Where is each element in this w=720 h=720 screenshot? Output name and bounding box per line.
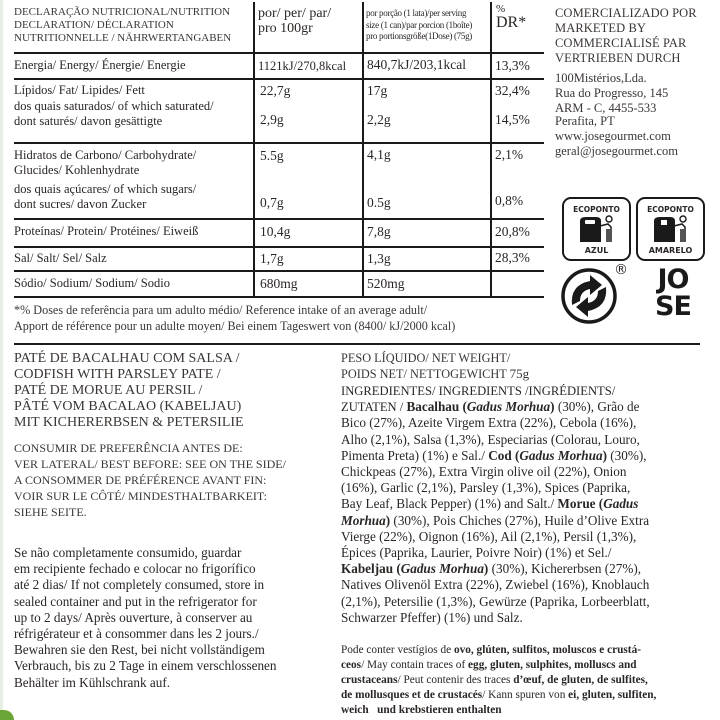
marketer-line: COMMERCIALISÉ PAR [555, 36, 687, 50]
brand-logo-text: SE [655, 291, 691, 322]
jose-brand-logo [651, 266, 695, 320]
company-name: 100Mistérios,Lda. [555, 71, 647, 85]
value-serving-sugars: 0.5g [367, 195, 391, 210]
value-per100-carbohydrate: 5.5g [260, 148, 284, 163]
value-per100-protein: 10,4g [260, 224, 291, 239]
storage-line: réfrigérateur et à consommer dans les 2 jours./ [14, 626, 259, 642]
marketer-line: COMERCIALIZADO POR [555, 6, 697, 20]
value-dr-protein: 20,8% [495, 224, 530, 239]
value-serving-energy: 840,7kJ/203,1kcal [367, 57, 466, 72]
brand-logo-text: JO [657, 264, 689, 295]
header-line: % [496, 3, 506, 15]
header-line: pro portionsgröße(1Dose) (75g) [366, 31, 472, 41]
net-weight-value: 75g [509, 366, 530, 381]
allergen-text: / May contain traces of [361, 659, 469, 671]
row-label-sodium: Sódio/ Sodium/ Sodium/ Sodio [14, 276, 170, 290]
section-divider [340, 343, 700, 345]
allergen-bold: d’œuf, de gluten, de sulfites, [513, 674, 648, 686]
ingredient-latin: Morhua [341, 512, 386, 528]
ingredient-text: Épices (Paprika, Laurier, Poivre Noir) (1%) et Sel./ [341, 545, 612, 561]
ingredient-text: (30%), Kichererbsen (27%), [488, 561, 642, 577]
label-line: Hidratos de Carbono/ Carbohydrate/ [14, 148, 197, 162]
row-label-salt: Sal/ Salt/ Sel/ Salz [14, 251, 107, 265]
allergen-bold: ovo, glúten, sulfitos, moluscos e crustá- [453, 644, 641, 656]
recycling-bin-icon [652, 215, 690, 243]
table-rule [14, 296, 544, 298]
label-line: dos quais açúcares/ of which sugars/ [14, 182, 197, 196]
storage-line: Verbrauch, bis zu 2 Tage in einem verschlossenen [14, 658, 277, 674]
ingredient-text: Alho (2,1%), Salsa (1,3%), Especiarias (Colorau, Louro, [341, 431, 640, 447]
table-rule [14, 142, 544, 144]
ingredients-list [341, 383, 650, 626]
ingredient-text: (30%), Pois Chiches (27%), Huile d’Olive Extra [390, 512, 650, 528]
label-line: dont saturés/ davon gesättigte [14, 114, 163, 128]
storage-line: up to 2 days/ Après ouverture, à conserver au [14, 609, 253, 625]
value-per100-energy: 1121kJ/270,8kcal [258, 59, 347, 73]
row-label-carbohydrate [14, 148, 196, 178]
reference-intake-footnote [14, 302, 455, 334]
ingredient-main: Kabeljau ( [341, 561, 401, 577]
ingredient-text: (30%), Grão de [554, 399, 640, 415]
ingredient-main: ) [550, 399, 555, 415]
value-serving-saturated: 2,2g [367, 112, 391, 127]
ingredient-text: (2,1%), Petersilie (1,3%), Gewürze (Paprika, Lorbeerblatt, [341, 593, 650, 609]
allergen-bold: de mollusques et de crustacés [341, 689, 483, 701]
ingredients-heading: INGREDIENTES/ INGREDIENTS /INGRÉDIENTS/ [341, 384, 616, 398]
allergen-bold: ceos [341, 659, 362, 671]
product-name [14, 351, 244, 431]
product-name-line: CODFISH WITH PARSLEY PATE / [14, 367, 221, 382]
row-label-sugars [14, 182, 196, 212]
value-dr-saturated: 14,5% [495, 112, 530, 127]
dr-header [496, 4, 526, 31]
label-line: dont sucres/ davon Zucker [14, 197, 147, 211]
allergen-text: / Peut contenir des traces [397, 674, 514, 686]
row-label-protein: Proteínas/ Protein/ Protéines/ Eiweiß [14, 224, 199, 238]
label-line: dos quais saturados/ of which saturated/ [14, 99, 214, 113]
per-serving-header [366, 8, 472, 43]
net-weight [341, 350, 529, 382]
header-line: pro 100gr [258, 21, 313, 36]
ingredient-text: Chickpeas (27%), Extra Virgin olive oil (22%), Onion [341, 464, 627, 480]
green-corner-decoration [0, 710, 14, 720]
recycling-bin-icon [578, 215, 616, 243]
allergen-text: Pode conter vestígios de [341, 644, 454, 656]
value-per100-saturated: 2,9g [260, 112, 284, 127]
net-weight-label: PESO LÍQUIDO/ NET WEIGHT/ [341, 351, 511, 365]
ingredient-text: Bay Leaf, Black Pepper) (1%) and Salt./ [341, 496, 558, 512]
value-serving-sodium: 520mg [367, 276, 405, 291]
value-serving-fat: 17g [367, 83, 388, 98]
value-per100-fat: 22,7g [260, 83, 291, 98]
ingredient-main: ) [602, 447, 607, 463]
ingredient-latin: Gadus Morhua [466, 399, 551, 415]
table-rule [14, 270, 544, 272]
storage-line: até 2 dias/ If not completely consumed, store in [14, 577, 265, 593]
ingredient-text: Pimenta Preta) (1%) e Sal./ [341, 447, 489, 463]
value-dr-fat: 32,4% [495, 83, 530, 98]
best-before-line: VOIR SUR LE CÔTÉ/ MINDESTHALTBARKEIT: [14, 489, 267, 503]
allergen-bold: weich und krebstieren enthalten [341, 704, 502, 716]
edge-strip [0, 0, 3, 720]
ingredient-latin: Gadus Morhua [400, 561, 484, 577]
address-city: Perafita, PT [555, 114, 615, 128]
row-label-fat: Lípidos/ Fat/ Lipides/ Fett [14, 83, 145, 97]
product-name-line: PATÉ DE BACALHAU COM SALSA / [14, 351, 240, 366]
value-dr-energy: 13,3% [495, 58, 530, 73]
logo-text: ECOPONTO [647, 205, 694, 214]
header-line: por/ per/ par/ [258, 6, 332, 21]
ingredient-main: Bacalhau ( [406, 399, 467, 415]
footnote-line: Apport de référence pour un adulte moyen/ Bei einem Tageswert von (8400/ kJ/2000 kcal) [14, 319, 456, 333]
table-divider [362, 2, 364, 297]
ingredient-main: Cod ( [488, 447, 520, 463]
per-100g-header [258, 6, 331, 36]
storage-line: sealed container and put in the refrigerator for [14, 593, 257, 609]
table-divider [253, 2, 255, 297]
logo-text: ECOPONTO [573, 205, 620, 214]
ingredients-heading: ZUTATEN / [341, 400, 407, 415]
storage-line: Bewahren sie den Rest, bei nicht vollständigem [14, 642, 265, 658]
header-line: DECLARATION/ DÉCLARATION [14, 19, 174, 31]
table-rule [14, 78, 544, 80]
ingredient-main: ) [483, 561, 489, 577]
storage-line: Behälter im Kühlschrank auf. [14, 674, 171, 690]
allergen-warning [341, 643, 656, 718]
ingredient-text: (16%), Garlic (2,1%), Parsley (1,3%), Spices (Paprika, [341, 480, 631, 496]
table-divider [490, 2, 492, 297]
product-name-line: PÂTÉ VOM BACALAO (KABELJAU) [14, 399, 242, 414]
table-rule [14, 52, 544, 54]
ecoponto-amarelo-logo [636, 197, 705, 261]
table-header-label [14, 6, 231, 45]
value-dr-sugars: 0,8% [495, 193, 524, 208]
allergen-bold: ei, gluten, sulfiten, [568, 689, 657, 701]
marketer-block [555, 6, 697, 159]
product-name-line: PATÉ DE MORUE AU PERSIL / [14, 383, 203, 398]
header-line: DECLARAÇÃO NUTRICIONAL/NUTRITION [14, 6, 231, 18]
value-dr-carbohydrate: 2,1% [495, 147, 524, 162]
ingredient-main: ) [385, 512, 391, 528]
value-dr-salt: 28,3% [495, 250, 530, 265]
header-line: size (1 can)/par porcion (1boîte) [366, 19, 473, 30]
ingredient-latin: Gadus Morhua [519, 447, 603, 463]
header-line: NUTRITIONNELLE / NÄHRWERTANGABEN [14, 32, 232, 44]
value-per100-sodium: 680mg [260, 276, 298, 291]
value-per100-salt: 1,7g [260, 251, 284, 266]
best-before-notice [14, 440, 286, 520]
best-before-line: CONSUMIR DE PREFERÊNCIA ANTES DE: [14, 441, 243, 455]
ingredient-text: Schwarzer Pfeffer) (1%) und Salz. [341, 609, 523, 625]
best-before-line: A CONSOMMER DE PRÉFÉRENCE AVANT FIN: [14, 473, 267, 487]
value-serving-salt: 1,3g [367, 251, 391, 266]
value-per100-sugars: 0,7g [260, 195, 284, 210]
best-before-line: VER LATERAL/ BEST BEFORE: SEE ON THE SIDE/ [14, 457, 286, 471]
address-street: Rua do Progresso, 145 [555, 86, 669, 100]
allergen-text: / Kann spuren von [482, 689, 569, 701]
ingredient-text: (30%), [606, 447, 647, 463]
label-line: Glucides/ Kohlenhydrate [14, 163, 140, 177]
net-weight-label: POIDS NET/ NETTOGEWICHT [341, 367, 507, 381]
allergen-bold: egg, gluten, sulphites, molluscs and [468, 659, 637, 671]
best-before-line: SIEHE SEITE. [14, 505, 87, 519]
ingredient-text: Bico (27%), Azeite Virgem Extra (22%), Cebola (16%), [341, 415, 637, 431]
registered-mark: ® [614, 262, 628, 278]
row-label-saturated [14, 99, 214, 129]
header-line: DR* [496, 14, 527, 31]
email-link[interactable]: geral@josegourmet.com [555, 144, 678, 158]
product-name-line: MIT KICHERERBSEN & PETERSILIE [14, 415, 244, 430]
header-line: por porção (1 lata)/per serving [366, 8, 467, 18]
marketer-line: MARKETED BY [555, 21, 647, 35]
section-divider [14, 343, 349, 345]
ecoponto-azul-logo [562, 197, 631, 261]
green-dot-recycling-icon [560, 267, 618, 325]
ingredient-main: Morue ( [557, 496, 604, 512]
table-rule [14, 246, 544, 248]
logo-text: AMARELO [648, 246, 693, 255]
ingredient-text: Natives Olivenöl Extra (22%), Zwiebel (16%), Knoblauch [341, 577, 650, 593]
storage-instructions [14, 545, 277, 691]
value-serving-protein: 7,8g [367, 224, 391, 239]
storage-line: Se não completamente consumido, guardar [14, 545, 242, 560]
logo-text: AZUL [584, 246, 609, 255]
ingredient-text: Vierge (22%), Oignon (16%), Ail (2,1%), Persil (1,3%), [341, 528, 637, 544]
ingredient-latin: Gadus [603, 496, 639, 512]
storage-line: em recipiente fechado e colocar no frigorífico [14, 561, 256, 577]
footnote-line: *% Doses de referência para um adulto médio/ Reference intake of an average adult/ [14, 303, 428, 317]
website-link[interactable]: www.josegourmet.com [555, 129, 671, 143]
row-label-energy: Energia/ Energy/ Énergie/ Energie [14, 58, 186, 72]
marketer-line: VERTRIEBEN DURCH [555, 51, 681, 65]
address-postal: ARM - C, 4455-533 [555, 101, 657, 115]
table-rule [14, 218, 544, 220]
value-serving-carbohydrate: 4,1g [367, 147, 391, 162]
allergen-bold: crustaceans [341, 674, 398, 686]
